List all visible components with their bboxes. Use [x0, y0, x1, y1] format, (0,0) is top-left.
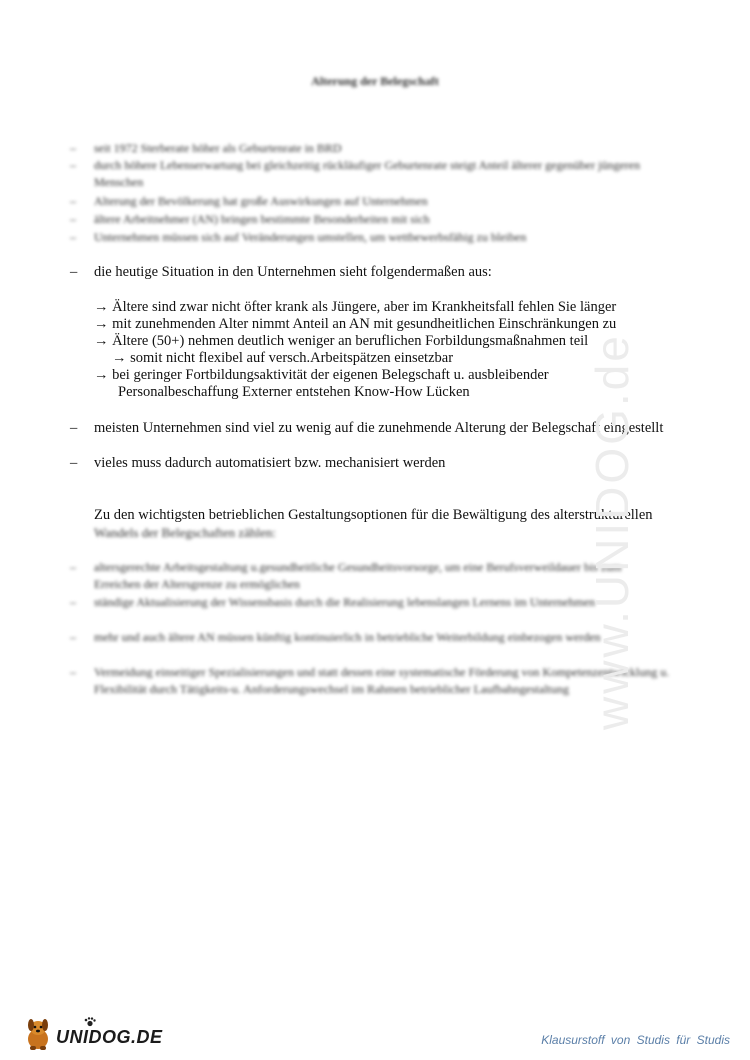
list-item: – altersgerechte Arbeitsgestaltung u.gesundheitliche Gesundheitsvorsorge, um eine Berufsverweildauer bis zum Erreichen der Altersgrenze zu ermöglichen: [70, 560, 622, 591]
situation-point: → bei geringer Fortbildungsaktivität der eigenen Belegschaft u. ausbleibender: [94, 367, 549, 383]
list-item: – vieles muss dadurch automatisiert bzw. mechanisiert werden: [70, 455, 446, 471]
options-intro-continued: Wandels der Belegschaften zählen:: [94, 525, 276, 540]
list-item: – ältere Arbeitnehmer (AN) bringen bestimmte Besonderheiten mit sich: [70, 212, 430, 226]
situation-point: → Ältere (50+) nehmen deutlich weniger an beruflichen Forbildungsmaßnahmen teil: [94, 333, 589, 349]
situation-point: → Ältere sind zwar nicht öfter krank als Jüngere, aber im Krankheitsfall fehlen Sie länger: [94, 299, 617, 315]
dog-icon: [22, 1013, 56, 1053]
situation-point: → somit nicht flexibel auf versch.Arbeitspätzen einsetzbar: [112, 350, 454, 366]
list-item: – Alterung der Bevölkerung hat große Auswirkungen auf Unternehmen: [70, 194, 428, 208]
list-item: – ständige Aktualisierung der Wissensbasis durch die Realisierung lebenslangen Lernens im Unternehmen: [70, 595, 596, 609]
page-title: Alterung der Belegschaft: [311, 74, 439, 88]
options-intro: Zu den wichtigsten betrieblichen Gestaltungsoptionen für die Bewältigung des alterstrukturellen: [94, 507, 653, 523]
watermark: www.UNIDOG.de: [586, 333, 638, 730]
situation-intro: – die heutige Situation in den Unternehmen sieht folgendermaßen aus:: [70, 264, 492, 280]
situation-point: → mit zunehmenden Alter nimmt Anteil an AN mit gesundheitlichen Einschränkungen zu: [94, 316, 617, 332]
list-item: – Vermeidung einseitiger Spezialisierungen und statt dessen eine systematische Förderung von Kompetenzentwicklung u. Flexibilität durch Tätigkeits-u. Anforderungswechsel im Rahmen betrieblicher Laufbahngestaltung: [70, 665, 670, 696]
unidog-logo[interactable]: [22, 1013, 163, 1053]
logo-text: UNIDOG.DE: [56, 1027, 163, 1047]
list-item: – meisten Unternehmen sind viel zu wenig auf die zunehmende Alterung der Belegschaft eingestellt: [70, 420, 664, 436]
situation-point-continued: Personalbeschaffung Externer entstehen Know-How Lücken: [118, 384, 470, 400]
list-item: – durch höhere Lebenserwartung bei gleichzeitig rückläufiger Geburtenrate steigt Anteil älterer gegenüber jüngeren Menschen: [70, 158, 641, 189]
paw-icon: [84, 1017, 96, 1027]
list-item: – seit 1972 Sterberate höher als Geburtenrate in BRD: [70, 141, 342, 155]
list-item: – Unternehmen müssen sich auf Veränderungen umstellen, um wettbewerbsfähig zu bleiben: [70, 230, 527, 244]
footer-tagline: Klausurstoff von Studis für Studis: [541, 1033, 730, 1047]
list-item: – mehr und auch ältere AN müssen künftig kontinuierlich in betriebliche Weiterbildung einbezogen werden: [70, 630, 601, 644]
